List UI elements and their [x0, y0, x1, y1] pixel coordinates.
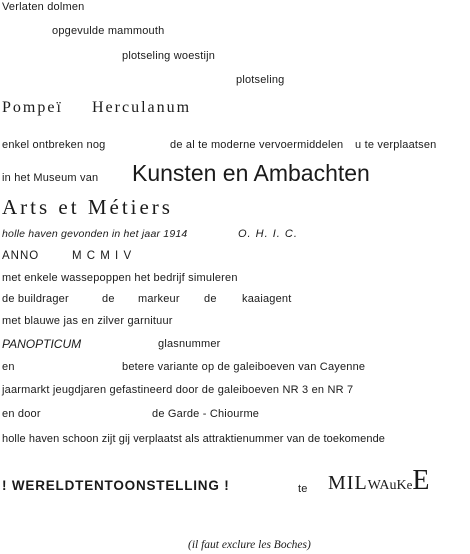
line-jaarmarkt: jaarmarkt jeugdjaren gefastineerd door de galeiboeven NR 3 en NR 7: [2, 384, 354, 396]
line-markeur: markeur: [138, 293, 180, 305]
milwaukee-part-4: K: [396, 478, 407, 493]
line-de-1: de: [102, 293, 115, 305]
line-ohic: O. H. I. C.: [238, 228, 298, 240]
line-en: en: [2, 361, 15, 373]
line-pompei: Pompeï: [2, 99, 63, 116]
line-de-2: de: [204, 293, 217, 305]
line-arts-et-metiers: Arts et Métiers: [2, 195, 173, 219]
line-holle-haven-gevonden: holle haven gevonden in het jaar 1914: [2, 228, 188, 240]
line-kunsten-en-ambachten: Kunsten en Ambachten: [132, 160, 370, 186]
milwaukee-part-5: e: [406, 477, 413, 492]
line-buildrager: de buildrager: [2, 293, 69, 305]
milwaukee-part-2: WA: [367, 478, 390, 493]
line-en-door: en door: [2, 408, 41, 420]
line-holle-haven-schoon: holle haven schoon zijt gij verplaatst als attraktienummer van de toekomende: [2, 433, 386, 445]
line-moderne-vervoermiddelen: de al te moderne vervoermiddelen: [170, 139, 344, 151]
line-milwaukee: [328, 467, 429, 495]
line-enkel-ontbreken: enkel ontbreken nog: [2, 139, 106, 151]
line-wassepoppen: met enkele wassepoppen het bedrijf simuleren: [2, 272, 238, 284]
milwaukee-part-3: u: [389, 478, 397, 493]
line-anno: ANNO: [2, 250, 40, 262]
line-u-te-verplaatsen: u te verplaatsen: [355, 139, 437, 151]
line-wereldtentoonstelling: ! WERELDTENTOONSTELLING !: [2, 478, 230, 493]
line-mcmiv: M C M I V: [72, 250, 133, 262]
line-plotseling: plotseling: [236, 74, 285, 86]
line-kaaiagent: kaaiagent: [242, 293, 292, 305]
line-blauwe-jas: met blauwe jas en zilver garnituur: [2, 315, 173, 327]
line-il-faut-exclure: (il faut exclure les Boches): [188, 539, 311, 551]
line-galeiboeven-cayenne: betere variante op de galeiboeven van Cayenne: [122, 361, 366, 373]
line-panopticum: PANOPTICUM: [2, 337, 82, 351]
line-herculanum: Herculanum: [92, 99, 192, 116]
line-plotseling-woestijn: plotseling woestijn: [122, 50, 216, 62]
milwaukee-part-6: E: [412, 465, 430, 496]
line-te: te: [298, 483, 308, 495]
line-glasnummer: glasnummer: [158, 338, 221, 350]
line-opgevulde-mammouth: opgevulde mammouth: [52, 25, 165, 37]
line-verlaten-dolmen: Verlaten dolmen: [2, 1, 85, 13]
line-in-het-museum: in het Museum van: [2, 172, 99, 184]
line-garde-chiourme: de Garde - Chiourme: [152, 408, 260, 420]
milwaukee-part-1: MIL: [328, 472, 368, 494]
